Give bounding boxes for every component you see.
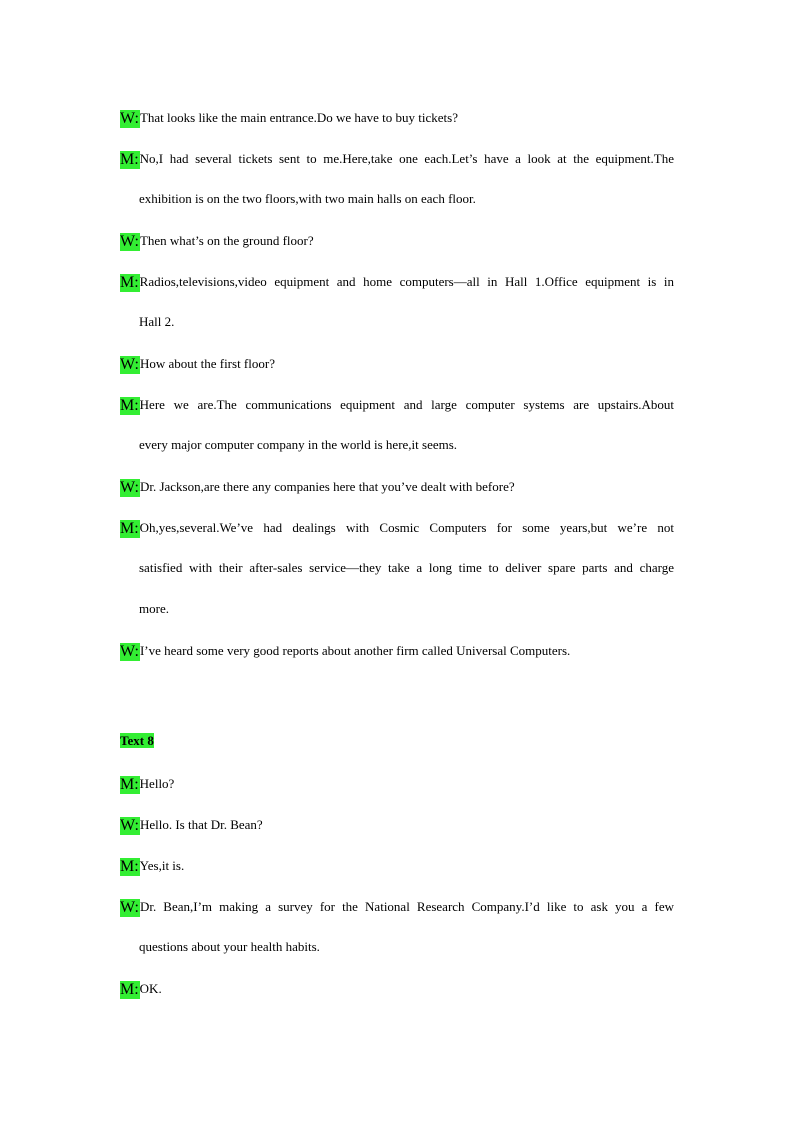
speaker-label: M: <box>120 397 139 414</box>
dialogue-text: exhibition is on the two floors,with two main halls on each floor. <box>139 191 476 206</box>
dialogue-text: I’ve heard some very good reports about another firm called Universal Computers. <box>139 643 571 658</box>
dialogue-line <box>120 520 674 561</box>
dialogue-text: more. <box>139 601 169 616</box>
dialogue-line <box>120 899 674 940</box>
dialogue-text: Radios,televisions,video equipment and home computers—all in Hall 1.Office equipment is in <box>139 274 674 289</box>
dialogue-line-continuation <box>120 561 674 602</box>
speaker-label: W: <box>120 899 139 916</box>
dialogue-section-2 <box>120 776 674 1022</box>
dialogue-line <box>120 643 674 684</box>
dialogue-line <box>120 397 674 438</box>
dialogue-line <box>120 479 674 520</box>
dialogue-line-continuation <box>120 602 674 643</box>
dialogue-line-continuation <box>120 192 674 233</box>
dialogue-text: questions about your health habits. <box>139 939 320 954</box>
dialogue-section-1 <box>120 110 674 684</box>
dialogue-text: Hall 2. <box>139 314 175 329</box>
dialogue-line-continuation <box>120 940 674 981</box>
dialogue-line-continuation <box>120 438 674 479</box>
dialogue-line <box>120 858 674 899</box>
dialogue-text: No,I had several tickets sent to me.Here,take one each.Let’s have a look at the equipment.The <box>139 151 674 166</box>
dialogue-text: How about the first floor? <box>139 356 275 371</box>
dialogue-line <box>120 110 674 151</box>
dialogue-text: Dr. Bean,I’m making a survey for the National Research Company.I’d like to ask you a few <box>139 899 674 914</box>
dialogue-line <box>120 274 674 315</box>
dialogue-line <box>120 356 674 397</box>
dialogue-text: OK. <box>139 981 162 996</box>
speaker-label: W: <box>120 479 139 496</box>
dialogue-line <box>120 981 674 1022</box>
dialogue-text: Yes,it is. <box>139 858 185 873</box>
dialogue-text: Hello? <box>139 776 175 791</box>
section-heading-block <box>120 734 674 775</box>
speaker-label: M: <box>120 858 139 875</box>
dialogue-text: every major computer company in the world is here,it seems. <box>139 437 458 452</box>
speaker-label: W: <box>120 356 139 373</box>
dialogue-line <box>120 233 674 274</box>
dialogue-text: Here we are.The communications equipment and large computer systems are upstairs.About <box>139 397 674 412</box>
speaker-label: M: <box>120 274 139 291</box>
dialogue-text: Then what’s on the ground floor? <box>139 233 314 248</box>
speaker-label: W: <box>120 110 139 127</box>
dialogue-text: satisfied with their after-sales service—they take a long time to deliver spare parts and charge <box>139 560 674 575</box>
dialogue-text: Dr. Jackson,are there any companies here that you’ve dealt with before? <box>139 479 515 494</box>
dialogue-line <box>120 151 674 192</box>
speaker-label: M: <box>120 151 139 168</box>
speaker-label: M: <box>120 520 139 537</box>
speaker-label: W: <box>120 817 139 834</box>
dialogue-line-continuation <box>120 315 674 356</box>
dialogue-text: That looks like the main entrance.Do we have to buy tickets? <box>139 110 458 125</box>
speaker-label: M: <box>120 776 139 793</box>
dialogue-line <box>120 817 674 858</box>
speaker-label: W: <box>120 233 139 250</box>
section-heading: Text 8 <box>120 733 154 748</box>
speaker-label: M: <box>120 981 139 998</box>
dialogue-text: Hello. Is that Dr. Bean? <box>139 817 263 832</box>
speaker-label: W: <box>120 643 139 660</box>
dialogue-text: Oh,yes,several.We’ve had dealings with Cosmic Computers for some years,but we’re not <box>139 520 674 535</box>
dialogue-line <box>120 776 674 817</box>
